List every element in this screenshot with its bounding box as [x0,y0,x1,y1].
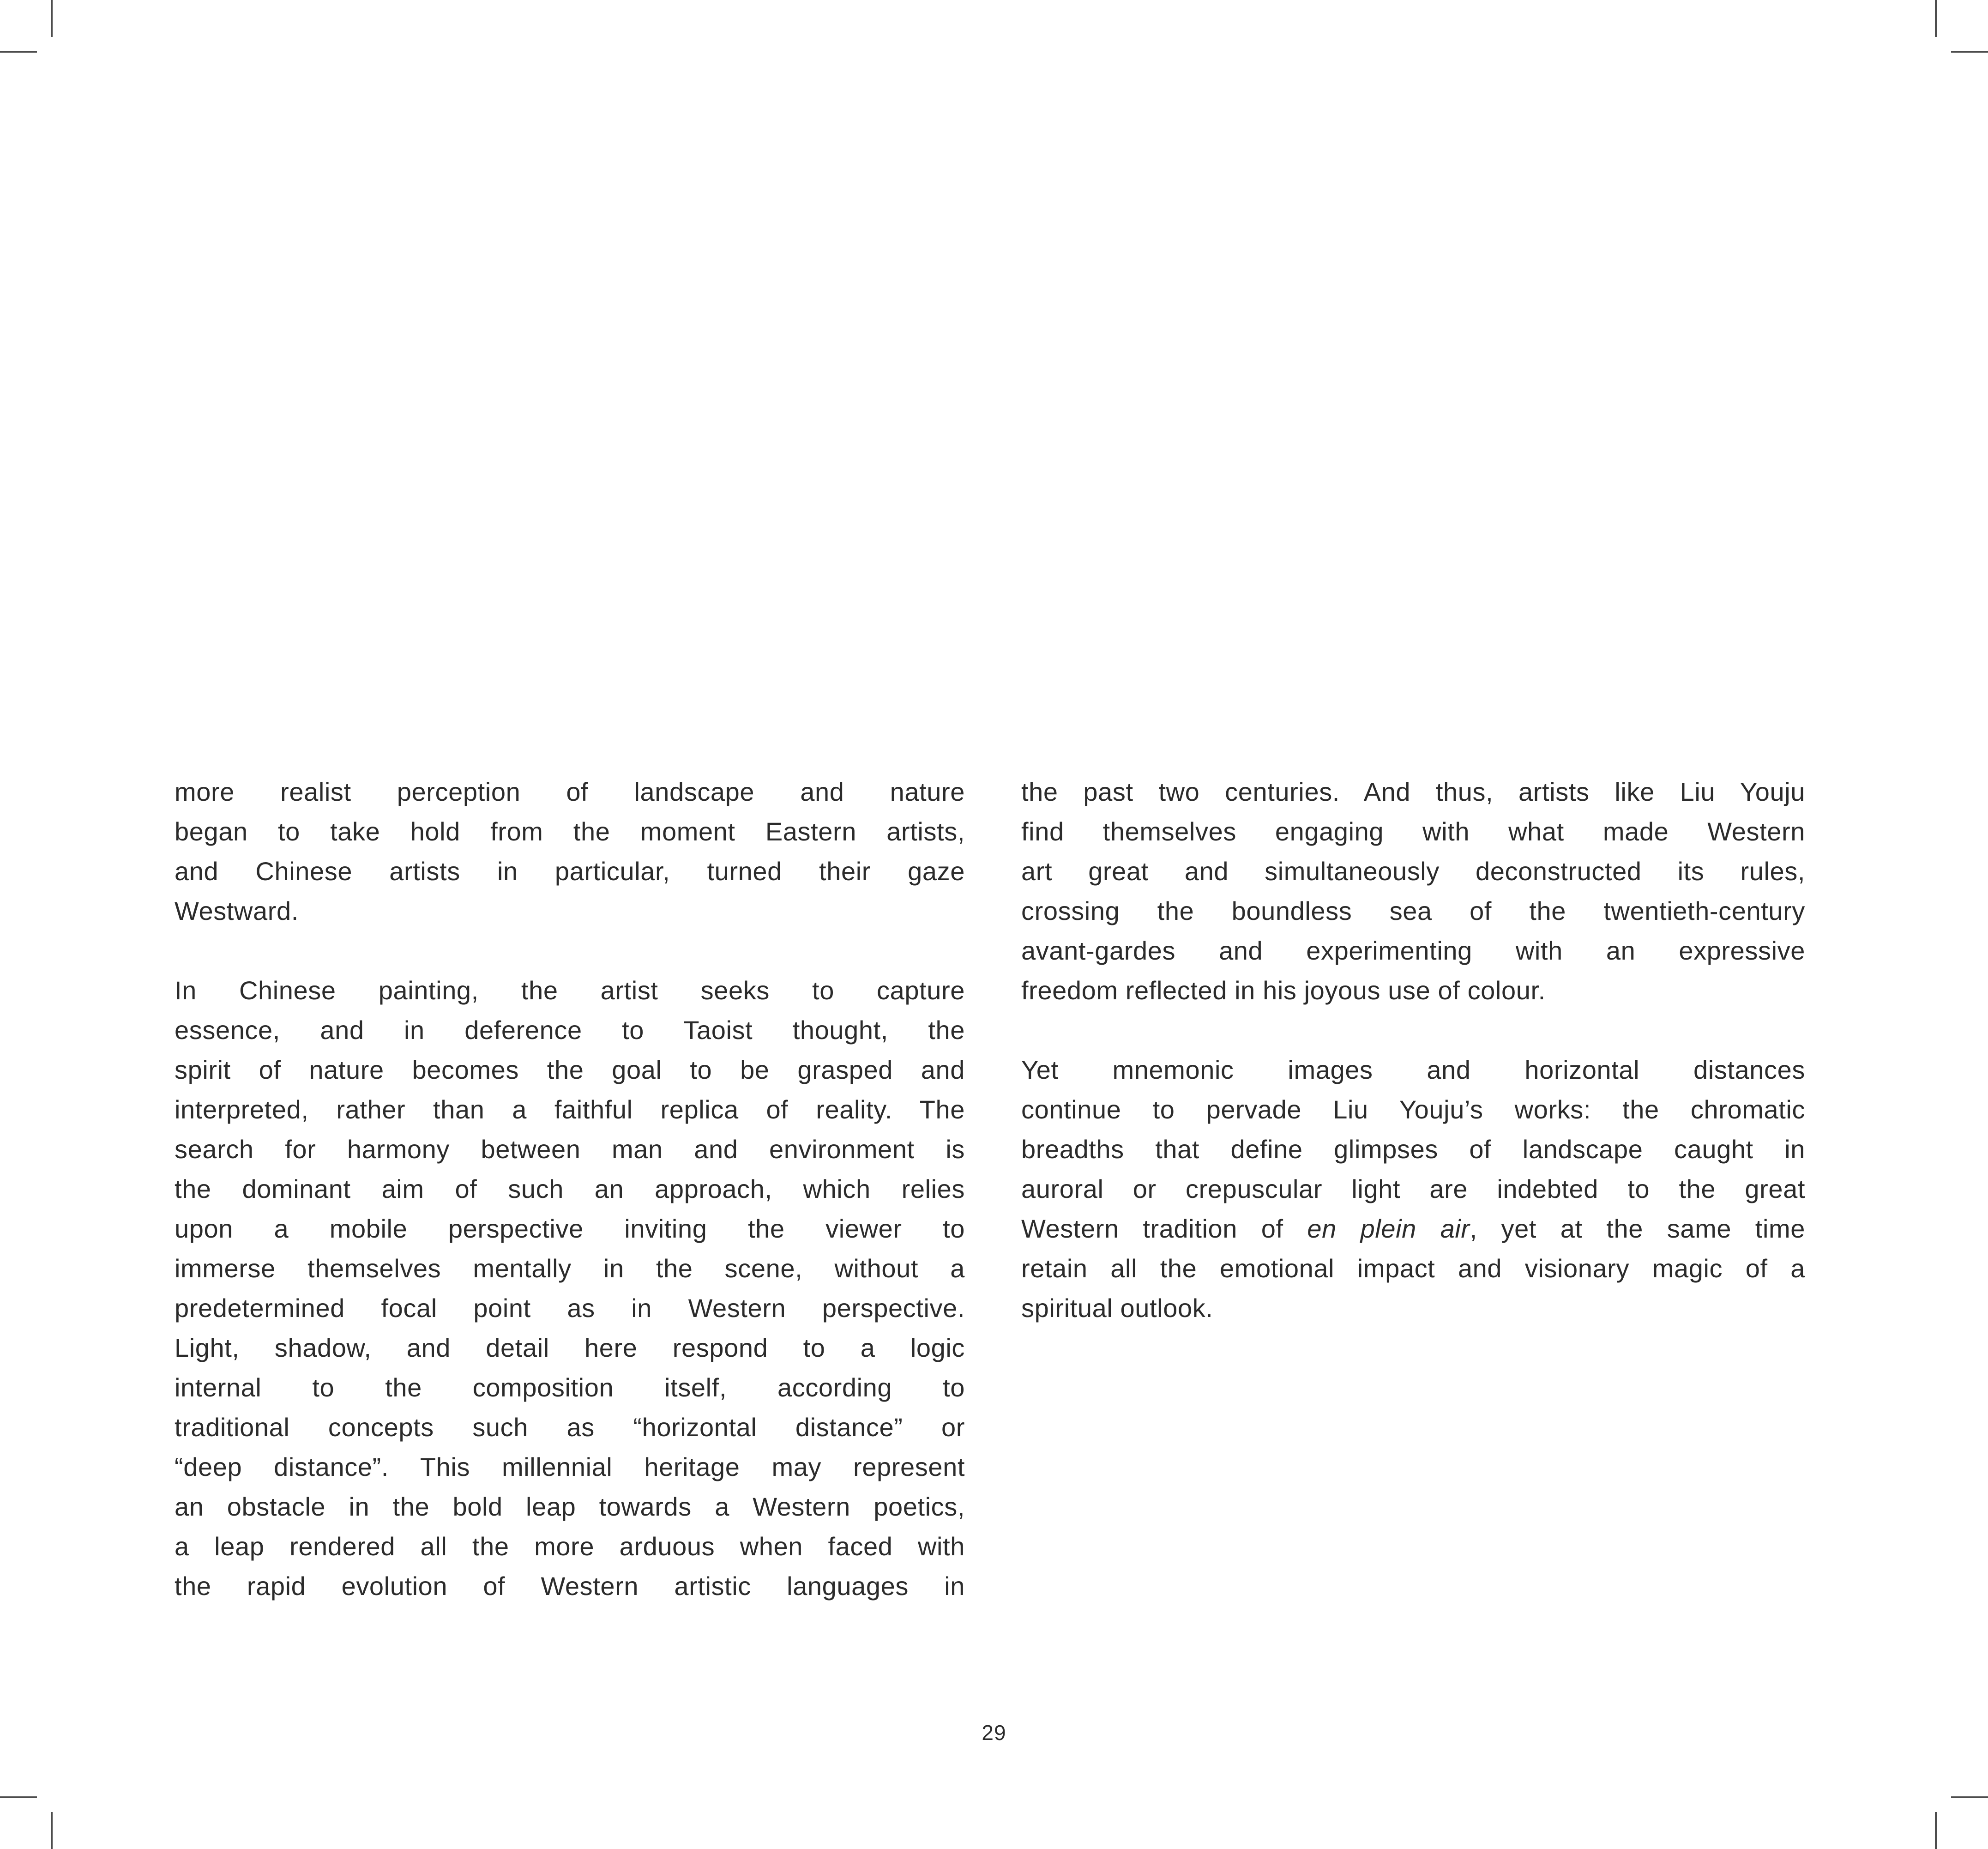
crop-mark-bottom-right-vertical [1935,1812,1937,1849]
crop-mark-bottom-left-horizontal [0,1796,37,1798]
text-line: the dominant aim of such an approach, which relies [175,1174,965,1203]
text-line: In Chinese painting, the artist seeks to capture [175,976,965,1005]
italic-phrase: en plein air [1307,1214,1470,1243]
text-line: spirit of nature becomes the goal to be grasped and [175,1055,965,1084]
paragraph [175,971,965,1606]
text-line: traditional concepts such as “horizontal distance” or [175,1413,965,1442]
text-line: find themselves engaging with what made Western [1021,817,1805,846]
text-line: crossing the boundless sea of the twentieth-century [1021,896,1805,925]
text-line: the past two centuries. And thus, artists like Liu Youju [1021,777,1805,806]
text-line: essence, and in deference to Taoist thought, the [175,1015,965,1045]
page-number: 29 [982,1721,1006,1745]
text-line: breadths that define glimpses of landscape caught in [1021,1135,1805,1164]
text-line: Westward. [175,896,299,925]
crop-mark-top-left-vertical [51,0,53,37]
text-line: more realist perception of landscape and nature [175,777,965,806]
text-line: continue to pervade Liu Youju’s works: the chromatic [1021,1095,1805,1124]
crop-mark-top-right-horizontal [1951,51,1988,53]
text-line: retain all the emotional impact and visionary magic of a [1021,1254,1805,1283]
text-line: and Chinese artists in particular, turned their gaze [175,857,965,886]
text-column-right [1021,772,1805,1368]
text-line: the rapid evolution of Western artistic languages in [175,1571,965,1601]
crop-mark-bottom-left-vertical [51,1812,53,1849]
text-line: Western tradition of en plein air, yet at the same time [1021,1214,1805,1243]
text-line: upon a mobile perspective inviting the viewer to [175,1214,965,1243]
text-line: avant-gardes and experimenting with an expressive [1021,936,1805,965]
text-line: an obstacle in the bold leap towards a Western poetics, [175,1492,965,1521]
text-column-left [175,772,965,1646]
crop-mark-bottom-right-horizontal [1951,1796,1988,1798]
text-line: art great and simultaneously deconstructed its rules, [1021,857,1805,886]
text-line: spiritual outlook. [1021,1293,1213,1323]
text-line: auroral or crepuscular light are indebted to the great [1021,1174,1805,1203]
text-line: search for harmony between man and environment is [175,1135,965,1164]
crop-mark-top-left-horizontal [0,51,37,53]
paragraph [1021,1050,1805,1328]
text-line: predetermined focal point as in Western perspective. [175,1293,965,1323]
text-line: immerse themselves mentally in the scene, without a [175,1254,965,1283]
text-line: internal to the composition itself, according to [175,1373,965,1402]
text-line: “deep distance”. This millennial heritage may represent [175,1452,965,1481]
paragraph [175,772,965,931]
text-line: Yet mnemonic images and horizontal distances [1021,1055,1805,1084]
text-line: freedom reflected in his joyous use of colour. [1021,976,1546,1005]
crop-mark-top-right-vertical [1935,0,1937,37]
text-line: interpreted, rather than a faithful replica of reality. The [175,1095,965,1124]
text-line: Light, shadow, and detail here respond to a logic [175,1333,965,1362]
paragraph [1021,772,1805,1010]
text-line: began to take hold from the moment Eastern artists, [175,817,965,846]
text-line: a leap rendered all the more arduous when faced with [175,1532,965,1561]
